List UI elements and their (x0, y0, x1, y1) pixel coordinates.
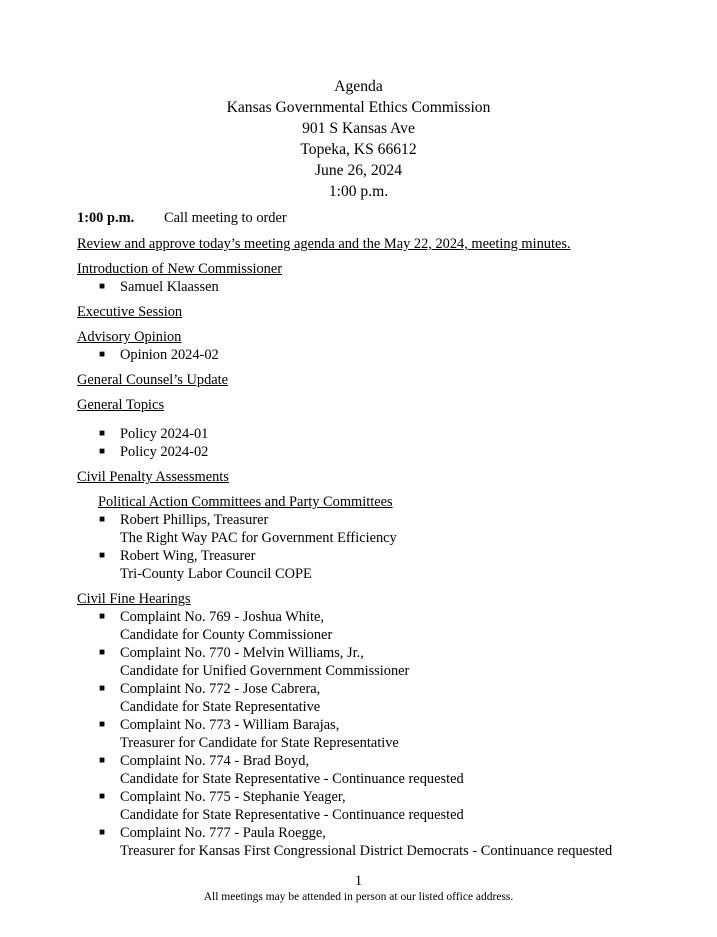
bullet-icon: ■ (99, 514, 106, 525)
list-item: ■ Samuel Klaassen (99, 279, 219, 295)
list-item: ■ Complaint No. 770 - Melvin Williams, Jr., Candidate for Unified Government Commissioner (99, 645, 410, 679)
review-approve-item: Review and approve today’s meeting agenda and the May 22, 2024, meeting minutes. (77, 236, 571, 252)
call-to-order-row (77, 208, 697, 228)
agenda-header (0, 76, 717, 202)
list-item: ■ Opinion 2024-02 (99, 347, 219, 363)
agenda-body (77, 208, 697, 860)
list-item: ■ Complaint No. 775 - Stephanie Yeager, Candidate for State Representative - Continuance requested (99, 789, 464, 823)
call-to-order-time: 1:00 p.m. (77, 210, 135, 226)
general-topics-heading: General Topics (77, 397, 165, 413)
bullet-icon: ■ (99, 791, 106, 802)
street-address: 901 S Kansas Ave (302, 120, 415, 137)
call-to-order-text: Call meeting to order (164, 210, 287, 226)
list-item: ■ Robert Phillips, Treasurer The Right Way PAC for Government Efficiency (99, 512, 397, 546)
executive-session-heading: Executive Session (77, 304, 183, 320)
list-item: ■ Policy 2024-01 (99, 426, 209, 442)
general-topics-list (77, 425, 697, 461)
bullet-icon: ■ (99, 446, 106, 457)
bullet-icon: ■ (99, 428, 106, 439)
bullet-icon: ■ (99, 647, 106, 658)
civil-penalty-list (77, 511, 697, 583)
civil-fine-list (77, 608, 697, 860)
list-item: ■ Policy 2024-02 (99, 444, 209, 460)
intro-commissioner-heading: Introduction of New Commissioner (77, 261, 283, 277)
meeting-date: June 26, 2024 (314, 162, 403, 179)
bullet-icon: ■ (99, 349, 106, 360)
bullet-icon: ■ (99, 281, 106, 292)
civil-fine-heading: Civil Fine Hearings (77, 591, 191, 607)
organization-name: Kansas Governmental Ethics Commission (226, 99, 491, 116)
list-item: ■ Complaint No. 773 - William Barajas, Treasurer for Candidate for State Representative (99, 717, 399, 751)
footer-note: All meetings may be attended in person at our listed office address. (203, 891, 514, 903)
bullet-icon: ■ (99, 755, 106, 766)
bullet-icon: ■ (99, 827, 106, 838)
bullet-icon: ■ (99, 683, 106, 694)
meeting-time: 1:00 p.m. (328, 183, 389, 200)
civil-penalty-subheading: Political Action Committees and Party Committees (98, 494, 393, 510)
list-item: ■ Robert Wing, Treasurer Tri-County Labor Council COPE (99, 548, 312, 582)
list-item: ■ Complaint No. 772 - Jose Cabrera, Candidate for State Representative (99, 681, 321, 715)
general-counsel-heading: General Counsel’s Update (77, 372, 229, 388)
page-footer (0, 872, 717, 904)
advisory-opinion-heading: Advisory Opinion (77, 329, 182, 345)
list-item: ■ Complaint No. 769 - Joshua White, Candidate for County Commissioner (99, 609, 333, 643)
list-item: ■ Complaint No. 774 - Brad Boyd, Candidate for State Representative - Continuance requested (99, 753, 464, 787)
bullet-icon: ■ (99, 719, 106, 730)
intro-commissioner-list (77, 278, 697, 296)
bullet-icon: ■ (99, 611, 106, 622)
advisory-opinion-list (77, 346, 697, 364)
bullet-icon: ■ (99, 550, 106, 561)
agenda-title: Agenda (334, 78, 383, 95)
city-state-zip: Topeka, KS 66612 (300, 141, 417, 158)
page-number: 1 (354, 873, 363, 889)
civil-penalty-heading: Civil Penalty Assessments (77, 469, 229, 485)
list-item: ■ Complaint No. 777 - Paula Roegge, Treasurer for Kansas First Congressional District Democrats - Continuance requested (99, 825, 613, 859)
